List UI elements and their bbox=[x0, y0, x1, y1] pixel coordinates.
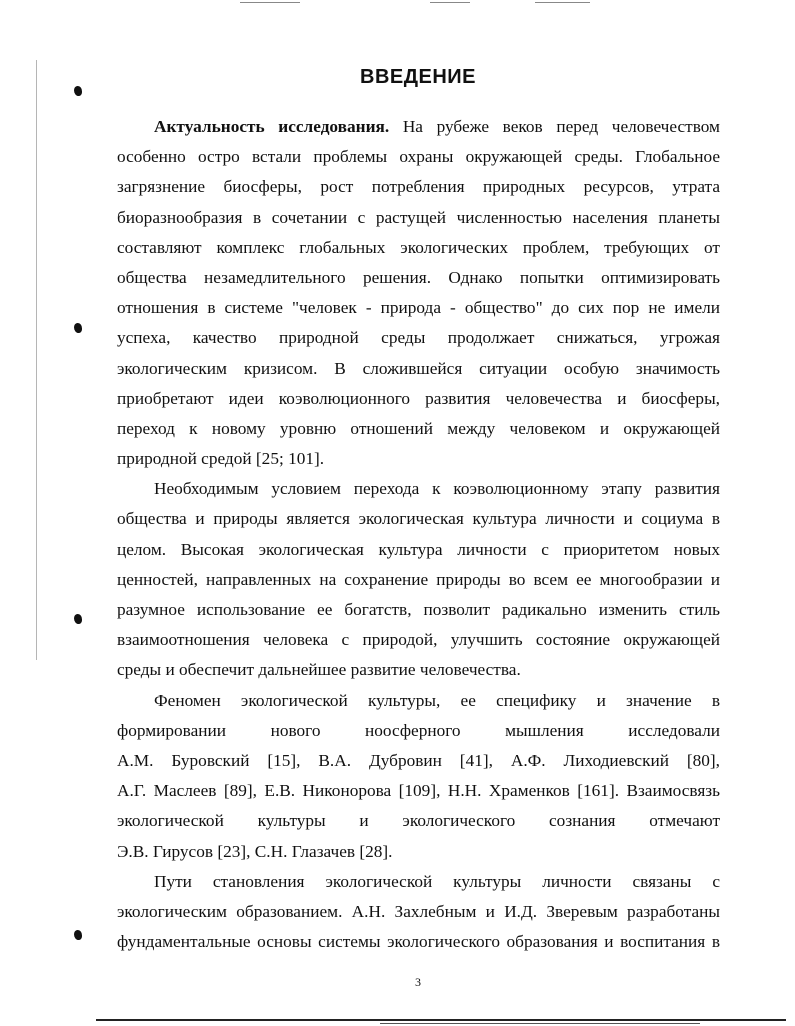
text-line: Актуальность исследования. На рубеже веков перед человечеством bbox=[154, 117, 720, 136]
paragraph-lead: Актуальность исследования. bbox=[154, 117, 390, 136]
text-line: Феномен экологической культуры, ее специфику и значение в bbox=[154, 690, 720, 710]
document-body bbox=[117, 112, 720, 957]
text-line: А.М. Буровский [15], В.А. Дубровин [41], А.Ф. Лиходиевский [80], bbox=[117, 750, 720, 770]
text-line: биоразнообразия в сочетании с растущей численностью населения планеты bbox=[117, 207, 720, 227]
text-line: А.Г. Маслеев [89], Е.В. Никонорова [109], Н.Н. Храменков [161]. Взаимосвязь bbox=[117, 781, 720, 801]
text-line: целом. Высокая экологическая культура личности с приоритетом новых bbox=[117, 539, 720, 559]
text-line: природной средой [25; 101]. bbox=[117, 449, 325, 469]
paragraph-culture bbox=[117, 474, 720, 685]
text-line: взаимоотношения человека с природой, улучшить состояние окружающей bbox=[117, 630, 720, 650]
text-line: составляют комплекс глобальных экологических проблем, требующих от bbox=[117, 237, 720, 257]
text-line: приобретают идеи коэволюционного развития человечества и биосферы, bbox=[117, 388, 720, 408]
text-line: формировании нового ноосферного мышления исследовали bbox=[117, 720, 720, 740]
text-line: Необходимым условием перехода к коэволюционному этапу развития bbox=[154, 479, 720, 499]
text-line: отношения в системе "человек - природа - общество" до сих пор не имели bbox=[117, 298, 720, 318]
page-number: 3 bbox=[415, 975, 421, 989]
text-line: экологическим кризисом. В сложившейся ситуации особую значимость bbox=[117, 358, 720, 378]
paragraph-education bbox=[117, 867, 720, 958]
text-line: фундаментальные основы системы экологического образования и воспитания в bbox=[117, 932, 720, 952]
text-line: общества незамедлительного решения. Однако попытки оптимизировать bbox=[117, 267, 720, 287]
scan-bottom-rule bbox=[380, 1023, 700, 1024]
text-line: разумное использование ее богатств, позволит радикально изменить стиль bbox=[117, 600, 720, 619]
text-line: экологической культуры и экологического сознания отмечают bbox=[117, 811, 720, 831]
text-line: Пути становления экологической культуры личности связаны с bbox=[154, 871, 720, 891]
binding-hole-mark bbox=[74, 323, 82, 333]
page-title: ВВЕДЕНИЕ bbox=[360, 66, 476, 88]
text-line: среды и обеспечит дальнейшее развитие человечества. bbox=[117, 660, 521, 680]
scan-top-rule bbox=[535, 2, 590, 3]
text-line: общества и природы является экологическая культура личности и социума в bbox=[117, 509, 720, 529]
scan-top-rule bbox=[430, 2, 470, 3]
scan-bottom-rule bbox=[96, 1019, 786, 1021]
binding-hole-mark bbox=[74, 614, 82, 624]
text-line: переход к новому уровню отношений между человеком и окружающей bbox=[117, 418, 720, 438]
paragraph-phenomenon bbox=[117, 686, 720, 867]
text-line: ценностей, направленных на сохранение природы во всем ее многообразии и bbox=[117, 569, 720, 589]
text-line: особенно остро встали проблемы охраны окружающей среды. Глобальное bbox=[117, 147, 720, 167]
paragraph-relevance bbox=[117, 112, 720, 474]
text-line: загрязнение биосферы, рост потребления природных ресурсов, утрата bbox=[117, 177, 720, 197]
scan-left-rule bbox=[36, 60, 37, 660]
scan-top-rule bbox=[240, 2, 300, 3]
text-line: экологическим образованием. А.Н. Захлебным и И.Д. Зверевым разработаны bbox=[117, 901, 720, 921]
text-line: Э.В. Гирусов [23], С.Н. Глазачев [28]. bbox=[117, 841, 393, 861]
binding-hole-mark bbox=[74, 930, 82, 940]
text-line: успеха, качество природной среды продолжает снижаться, угрожая bbox=[117, 328, 720, 348]
